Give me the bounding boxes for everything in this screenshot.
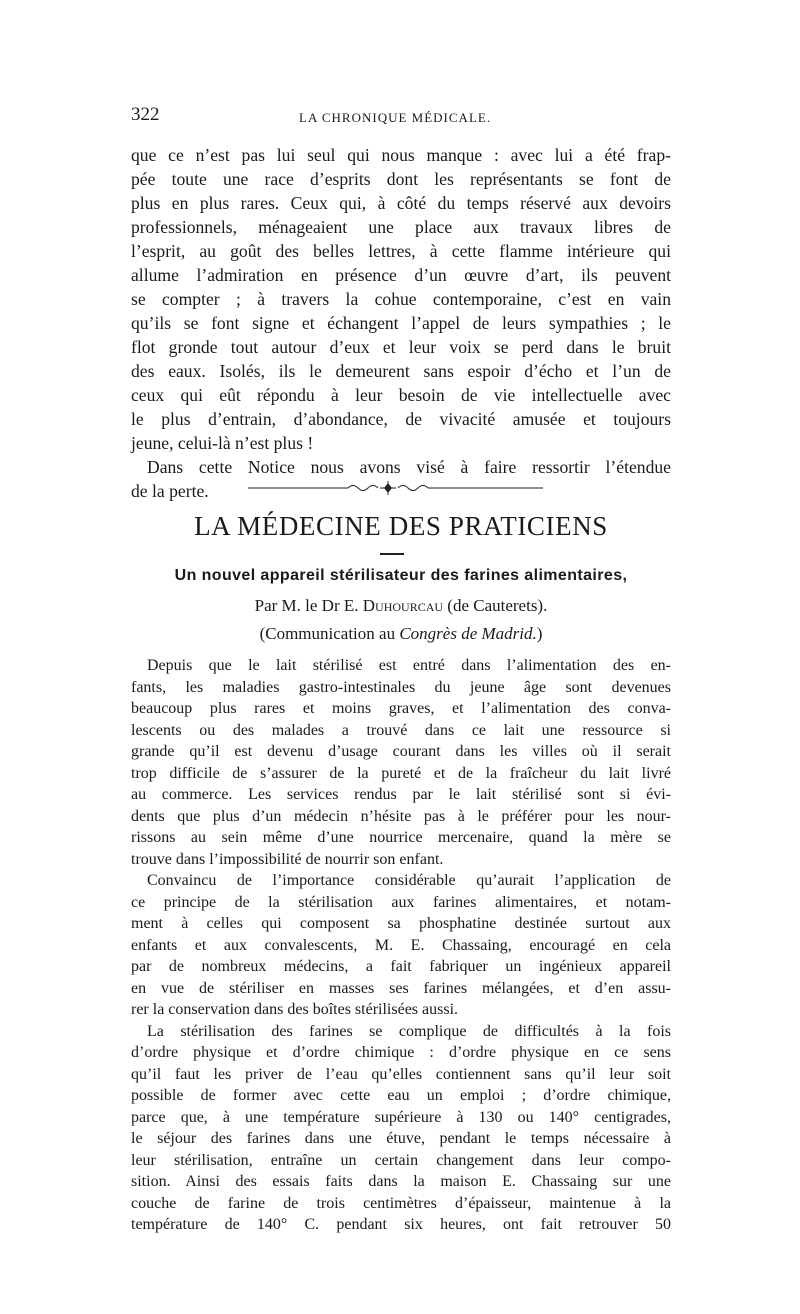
- text-line: que ce n’est pas lui seul qui nous manque : avec lui a été frap-: [131, 145, 671, 165]
- section-title: LA MÉDECINE DES PRATICIENS: [194, 511, 608, 541]
- text-line: La stérilisation des farines se complique de difficultés à la fois: [147, 1022, 671, 1040]
- running-header: [131, 104, 671, 128]
- text-line: enfants et aux convalescents, M. E. Chassaing, encouragé en cela: [131, 936, 671, 954]
- communication-prefix: (Communication au: [259, 624, 396, 643]
- byline-suffix: (de Cauterets).: [447, 596, 548, 615]
- text-line: Convaincu de l’importance considérable qu’aurait l’application de: [147, 872, 671, 889]
- text-line: leur stérilisation, entraîne un certain changement dans leur compo-: [131, 1151, 671, 1169]
- text-line: allume l’admiration en présence d’un œuvre d’art, ils peuvent: [131, 265, 671, 285]
- text-line: lescents ou des malades a trouvé dans ce lait une ressource si: [131, 721, 671, 739]
- text-line: se compter ; à travers la cohue contemporaine, c’est en vain: [131, 289, 671, 309]
- text-line: possible de former avec cette eau un emploi ; d’ordre chimique,: [131, 1087, 671, 1104]
- article-body: [131, 655, 671, 1236]
- intro-paragraphs: [131, 143, 671, 503]
- text-line: beaucoup plus rares et moins graves, et l’alimentation des conva-: [131, 700, 671, 717]
- article-byline: [131, 596, 671, 616]
- text-line: au commerce. Les services rendus par le lait stérilisé sont si évi-: [131, 786, 671, 803]
- text-line: d’ordre physique et d’ordre chimique : d’ordre physique en ce sens: [131, 1044, 671, 1061]
- text-line: qu’ils se font signe et échangent l’appel de leurs sympathies ; le: [131, 313, 671, 333]
- text-line: trop difficile de s’assurer de la pureté et de la fraîcheur du lait livré: [131, 764, 671, 782]
- text-line: le séjour des farines dans une étuve, pendant le temps nécessaire à: [131, 1130, 671, 1147]
- title-rule: [380, 553, 404, 555]
- text-line: par de nombreux médecins, a fait fabriquer un ingénieux appareil: [131, 958, 671, 975]
- text-line: trouve dans l’impossibilité de nourrir son enfant.: [131, 850, 444, 868]
- text-line: de la perte.: [131, 481, 209, 501]
- text-line: ceux qui eût répondu à leur besoin de vie intellectuelle avec: [131, 385, 671, 405]
- text-line: fants, les maladies gastro-intestinales du jeune âge sont devenues: [131, 678, 671, 696]
- text-line: grande qu’il est devenu d’usage courant dans les villes où il serait: [131, 743, 671, 760]
- text-line: parce que, à une température supérieure à 130 ou 140° centigrades,: [131, 1108, 671, 1126]
- text-line: qu’il faut les priver de l’eau qu’elles contiennent sans qu’il leur soit: [131, 1065, 671, 1083]
- text-line: température de 140° C. pendant six heures, ont fait retrouver 50: [131, 1216, 671, 1233]
- text-line: rissons au sein même d’une nourrice mercenaire, quand la mère se: [131, 829, 671, 846]
- communication-suffix: ): [536, 624, 543, 643]
- text-line: flot gronde tout autour d’eux et leur voix se perd dans le bruit: [131, 337, 671, 357]
- journal-title: LA CHRONIQUE MÉDICALE.: [299, 110, 492, 125]
- text-line: l’esprit, au goût des belles lettres, à cette flamme intérieure qui: [131, 241, 671, 261]
- text-line: professionnels, ménageaient une place aux travaux libres de: [131, 217, 671, 237]
- text-line: en vue de stériliser en masses ses farines mélangées, et d’en assu-: [131, 979, 671, 997]
- text-line: Dans cette Notice nous avons visé à faire ressortir l’étendue: [147, 457, 671, 477]
- text-line: rer la conservation dans des boîtes stérilisées aussi.: [131, 1001, 459, 1018]
- text-line: Depuis que le lait stérilisé est entré dans l’alimentation des en-: [147, 657, 671, 674]
- section-divider-ornament: [248, 480, 543, 496]
- text-line: jeune, celui-là n’est plus !: [131, 433, 314, 453]
- text-line: ment à celles qui composent sa phosphatine destinée surtout aux: [131, 915, 671, 932]
- article-title: Un nouvel appareil stérilisateur des farines alimentaires,: [174, 567, 628, 584]
- byline-prefix: Par M. le Dr E.: [254, 596, 359, 615]
- text-line: sition. Ainsi des essais faits dans la maison E. Chassaing sur une: [131, 1173, 671, 1190]
- text-line: pée toute une race d’esprits dont les représentants se font de: [131, 169, 671, 189]
- text-line: ce principe de la stérilisation aux farines alimentaires, et notam-: [131, 893, 671, 911]
- text-line: dents que plus d’un médecin n’hésite pas à le préférer pour les nour-: [131, 807, 671, 825]
- text-line: le plus d’entrain, d’abondance, de vivacité amusée et toujours: [131, 409, 671, 429]
- text-line: des eaux. Isolés, ils le demeurent sans espoir d’écho et l’un de: [131, 361, 671, 381]
- byline-author: Duhourcau: [362, 596, 444, 615]
- communication-note: [131, 624, 671, 644]
- communication-venue: Congrès de Madrid.: [399, 624, 537, 643]
- text-line: couche de farine de trois centimètres d’épaisseur, maintenue à la: [131, 1194, 671, 1212]
- page-number: 322: [131, 104, 160, 125]
- text-line: plus en plus rares. Ceux qui, à côté du temps réservé aux devoirs: [131, 193, 671, 213]
